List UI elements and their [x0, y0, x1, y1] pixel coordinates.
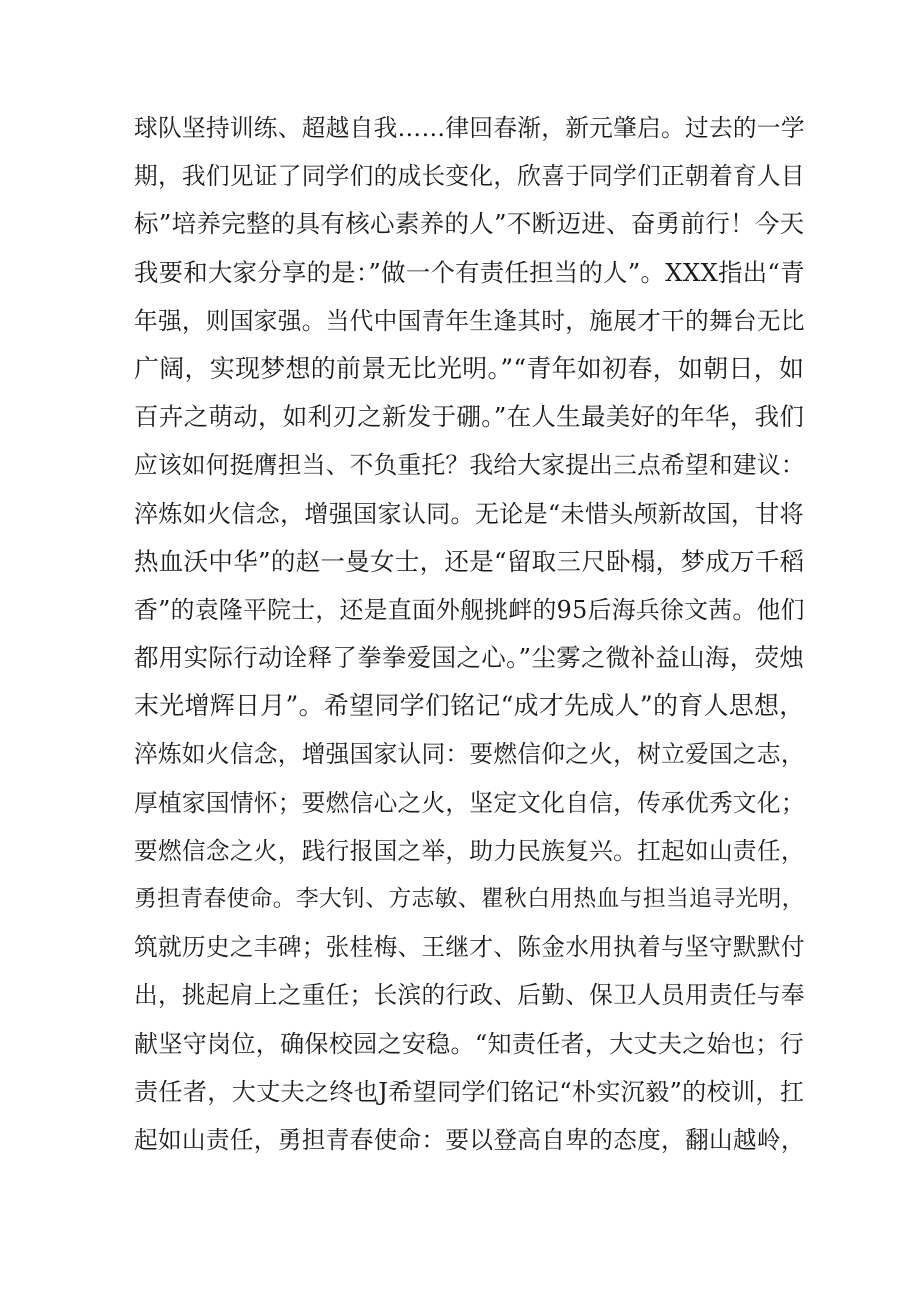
text-line-2: 期，我们见证了同学们的成长变化，欣喜于同学们正朝着育人目 — [134, 162, 805, 191]
text-line-4: 我要和大家分享的是：”做一个有责任担当的人”。XXX指出“青 — [134, 257, 805, 287]
text-line-9: 淬炼如火信念，增强国家认同。无论是“未惜头颅新故国，甘将 — [134, 499, 804, 528]
text-line-8: 应该如何挺膺担当、不负重托？我给大家提出三点希望和建议： — [134, 451, 805, 480]
text-line-20: 献坚守岗位，确保校园之安稳。“知责任者，大丈夫之始也；行 — [134, 1029, 804, 1058]
text-line-1: 球队坚持训练、超越自我……律回春渐，新元肇启。过去的一学 — [134, 114, 805, 142]
text-line-18: 筑就历史之丰碑；张桂梅、王继才、陈金水用执着与坚守默默付 — [134, 933, 805, 962]
text-line-19: 出，挑起肩上之重任；长滨的行政、后勤、保卫人员用责任与奉 — [134, 981, 805, 1010]
text-line-7: 百卉之萌动，如利刃之新发于硼。”在人生最美好的年华，我们 — [134, 402, 805, 432]
body-text — [134, 104, 804, 1164]
text-line-17: 勇担青春使命。李大钊、方志敏、瞿秋白用热血与担当追寻光明， — [134, 886, 805, 912]
text-line-6: 广阔，实现梦想的前景无比光明。”“青年如初春，如朝日，如 — [134, 353, 805, 383]
text-line-22: 起如山责任，勇担青春使命：要以登高自卑的态度，翻山越岭， — [134, 1125, 805, 1154]
text-line-13: 末光增辉日月”。希望同学们铭记“成才先成人”的育人思想， — [134, 691, 805, 721]
text-line-10: 热血沃中华”的赵一曼女士，还是“留取三尺卧榻，梦成万千稻 — [134, 546, 805, 576]
text-line-11: 香”的袁隆平院士，还是直面外舰挑衅的95后海兵徐文茜。他们 — [134, 595, 805, 624]
text-line-16: 要燃信念之火，践行报国之举，助力民族复兴。扛起如山责任， — [134, 836, 805, 865]
text-line-15: 厚植家国情怀；要燃信心之火，坚定文化自信，传承优秀文化； — [134, 788, 805, 817]
text-line-3: 标”培养完整的具有核心素养的人”不断迈进、奋勇前行！今天 — [134, 209, 805, 239]
text-line-14: 淬炼如火信念，增强国家认同：要燃信仰之火，树立爱国之志， — [134, 740, 805, 769]
text-line-21: 责任者，大丈夫之终也J希望同学们铭记“朴实沉毅”的校训，扛 — [134, 1077, 805, 1106]
text-line-12: 都用实际行动诠释了拳拳爱国之心。”尘雾之微补益山海，荧烛 — [134, 643, 805, 673]
text-line-5: 年强，则国家强。当代中国青年生逢其时，施展才干的舞台无比 — [134, 306, 805, 335]
